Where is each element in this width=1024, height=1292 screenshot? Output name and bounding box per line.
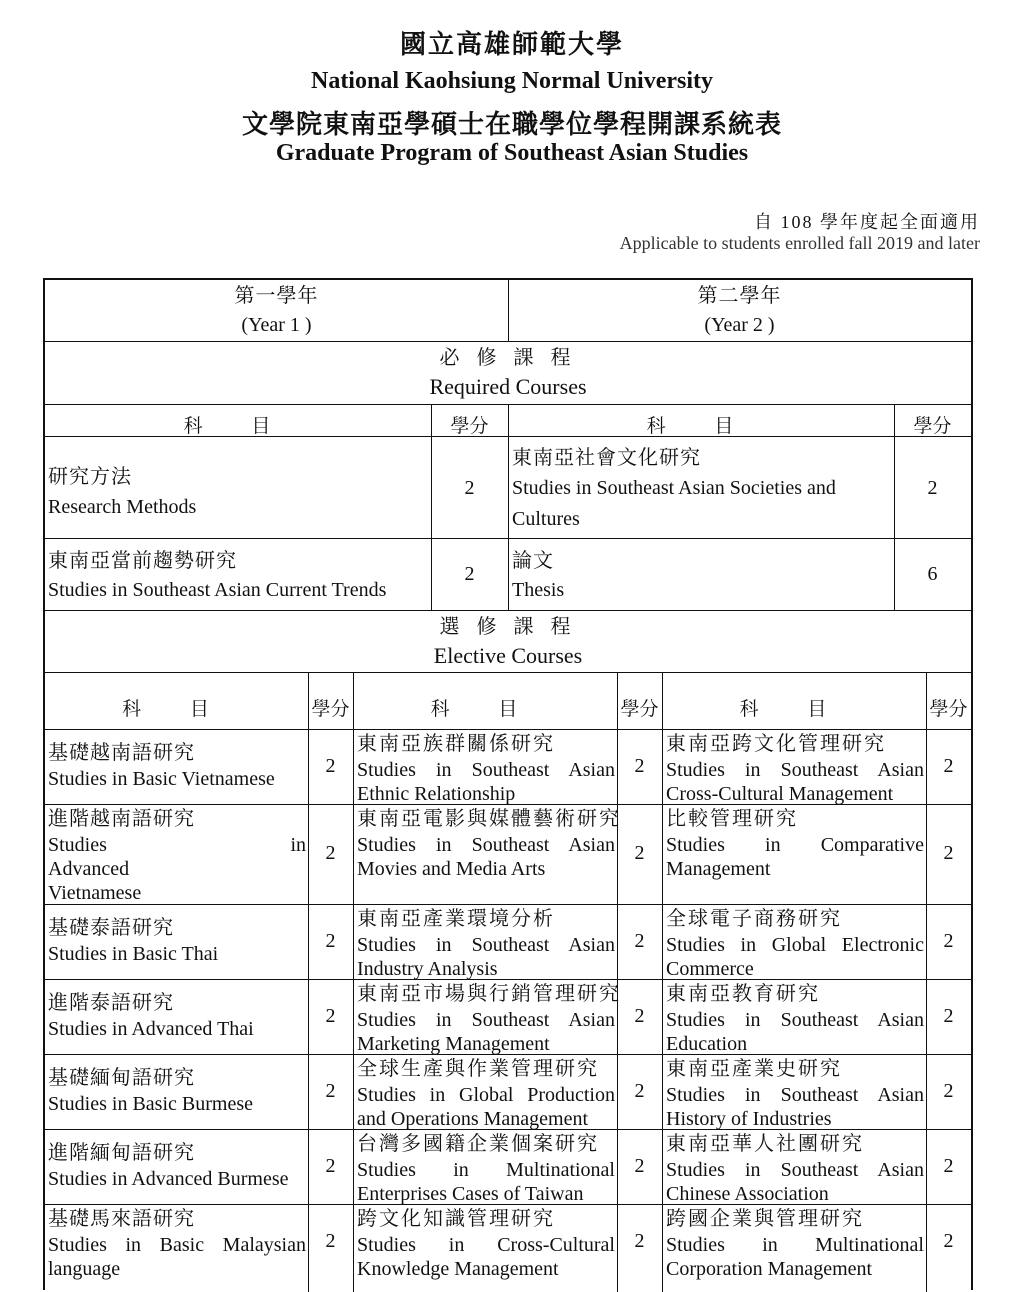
course-credits: 2 — [634, 842, 645, 864]
applicability-note-en: Applicable to students enrolled fall 2019 and later — [619, 233, 980, 253]
course-name-zh: 東南亞電影與媒體藝術研究 — [357, 808, 621, 830]
course-name-en: Marketing Management — [357, 1033, 550, 1055]
elective-course-cell — [357, 982, 621, 1056]
course-name-en: Movies and Media Arts — [357, 858, 546, 880]
course-name-en: Studies in Southeast Asian — [666, 1084, 924, 1106]
course-credits: 2 — [464, 477, 475, 499]
course-name-en: Studies in — [48, 834, 306, 856]
course-name-en: Ethnic Relationship — [357, 783, 516, 805]
elective-course-cell — [666, 982, 924, 1056]
course-name-en: Knowledge Management — [357, 1258, 559, 1280]
course-name-zh: 東南亞族群關係研究 — [357, 733, 555, 755]
course-name-en: Studies in Advanced Burmese — [48, 1168, 289, 1190]
course-name-zh: 全球生產與作業管理研究 — [357, 1058, 599, 1080]
course-name-zh: 東南亞產業環境分析 — [357, 908, 555, 930]
course-name-en: Studies in Southeast Asian — [666, 1009, 924, 1031]
course-name-en: Studies in Global Electronic — [666, 934, 924, 956]
course-name-en: Studies in Southeast Asian — [666, 759, 924, 781]
course-credits: 2 — [634, 754, 645, 777]
elective-course-cell — [48, 1066, 306, 1116]
course-credits: 2 — [943, 842, 954, 864]
course-credits: 2 — [943, 1229, 954, 1252]
course-name-zh: 進階緬甸語研究 — [48, 1142, 195, 1164]
course-name-en: Studies in Multinational — [666, 1234, 924, 1256]
course-name-zh: 東南亞社會文化研究 — [512, 447, 701, 469]
elective-course-cell — [48, 1207, 306, 1281]
course-name-en: Research Methods — [48, 496, 197, 518]
course-name-en: Studies in Southeast Asian Societies and — [512, 477, 836, 499]
course-name-en: Studies in Global Production — [357, 1084, 615, 1106]
course-credits: 2 — [943, 929, 954, 952]
elective-course-cell — [357, 1132, 615, 1206]
course-name-en: Chinese Association — [666, 1183, 829, 1205]
course-name-en: History of Industries — [666, 1108, 832, 1130]
elective-course-cell — [357, 807, 621, 881]
course-name-en: Education — [666, 1033, 748, 1055]
course-name-en: Studies in Basic Burmese — [48, 1093, 253, 1115]
course-credits: 2 — [325, 1079, 336, 1102]
elective-subject-header: 科 目 — [122, 699, 231, 720]
course-credits: 2 — [943, 1079, 954, 1102]
course-name-zh: 基礎越南語研究 — [48, 742, 195, 764]
program-title-en: Graduate Program of Southeast Asian Studies — [275, 140, 749, 166]
elective-courses-heading-zh: 選 修 課 程 — [439, 616, 577, 638]
elective-credit-header: 學分 — [311, 699, 350, 720]
elective-course-cell — [48, 741, 306, 791]
course-name-zh: 東南亞市場與行銷管理研究 — [357, 983, 621, 1005]
course-name-zh: 跨文化知識管理研究 — [357, 1208, 555, 1230]
course-name-en: Studies in Basic Thai — [48, 943, 219, 965]
course-name-zh: 全球電子商務研究 — [666, 908, 842, 930]
course-name-zh: 比較管理研究 — [666, 808, 798, 830]
required-course-research-methods — [48, 465, 428, 519]
course-credits: 2 — [325, 929, 336, 952]
course-name-zh: 東南亞產業史研究 — [666, 1058, 842, 1080]
course-name-en: and Operations Management — [357, 1108, 589, 1130]
course-name-en: Studies in Southeast Asian — [357, 1009, 615, 1031]
course-credits: 2 — [943, 754, 954, 777]
required-courses-heading-zh: 必 修 課 程 — [439, 347, 577, 369]
year-1-label-en: (Year 1 ) — [241, 314, 312, 336]
course-name-en: Studies in Basic Vietnamese — [48, 768, 275, 790]
elective-subject-header: 科 目 — [739, 699, 849, 720]
course-name-en: Cross-Cultural Management — [666, 783, 894, 805]
course-name-en: Studies in Advanced Thai — [48, 1018, 254, 1040]
course-name-zh: 論文 — [512, 550, 554, 572]
course-name-en: Thesis — [512, 579, 565, 601]
course-name-en: Studies in Comparative — [666, 834, 924, 856]
course-name-zh: 基礎泰語研究 — [48, 917, 174, 939]
required-course-current-trends — [48, 549, 428, 602]
course-credits: 2 — [325, 1154, 336, 1177]
course-name-en: Commerce — [666, 958, 754, 980]
course-credits: 2 — [634, 1229, 645, 1252]
elective-course-cell — [666, 907, 924, 981]
university-title-en: National Kaohsiung Normal University — [310, 68, 714, 94]
elective-course-cell — [357, 1207, 615, 1281]
required-subject-header: 科 目 — [183, 416, 293, 437]
course-name-zh: 進階泰語研究 — [48, 992, 174, 1014]
elective-credit-header: 學分 — [620, 699, 659, 720]
course-credits: 2 — [325, 754, 336, 777]
course-credits: 2 — [325, 1004, 336, 1027]
course-name-en: language — [48, 1258, 121, 1280]
course-name-en: Advanced — [48, 858, 130, 880]
course-name-en: Studies in Cross-Cultural — [357, 1234, 615, 1256]
elective-course-cell — [357, 732, 615, 806]
course-name-en: Cultures — [512, 508, 580, 530]
course-name-en: Enterprises Cases of Taiwan — [357, 1183, 584, 1205]
course-name-en: Management — [666, 858, 771, 880]
university-title-zh: 國立高雄師範大學 — [399, 30, 624, 59]
course-name-en: Studies in Southeast Asian — [357, 934, 615, 956]
course-name-zh: 基礎馬來語研究 — [48, 1208, 195, 1230]
year-1-label-zh: 第一學年 — [234, 285, 319, 307]
course-name-zh: 台灣多國籍企業個案研究 — [357, 1133, 599, 1155]
elective-course-cell — [666, 732, 924, 806]
course-credits: 2 — [634, 1079, 645, 1102]
course-name-en: Industry Analysis — [357, 958, 498, 980]
curriculum-table — [43, 278, 973, 1290]
course-name-zh: 東南亞教育研究 — [666, 983, 820, 1005]
course-name-en: Studies in Southeast Asian Current Trends — [48, 579, 387, 601]
course-name-zh: 研究方法 — [48, 466, 132, 488]
elective-course-cell — [48, 1141, 306, 1191]
required-credit-header: 學分 — [450, 416, 489, 437]
required-course-thesis — [512, 549, 892, 602]
course-credits: 2 — [927, 477, 938, 499]
applicability-note-zh: 自 108 學年度起全面適用 — [754, 212, 980, 232]
course-name-en: Studies in Southeast Asian — [357, 759, 615, 781]
elective-subject-header: 科 目 — [430, 699, 540, 720]
elective-course-cell — [666, 807, 924, 881]
required-course-societies-cultures — [512, 446, 892, 531]
course-name-en: Studies in Southeast Asian — [666, 1159, 924, 1181]
course-name-en: Studies in Multinational — [357, 1159, 615, 1181]
year-2-label-zh: 第二學年 — [697, 285, 782, 307]
course-credits: 2 — [325, 1229, 336, 1252]
course-credits: 2 — [325, 842, 336, 864]
course-name-zh: 東南亞華人社團研究 — [666, 1133, 864, 1155]
elective-course-cell — [357, 907, 615, 981]
required-credit-header: 學分 — [913, 416, 952, 437]
course-credits: 2 — [634, 1004, 645, 1027]
elective-course-cell — [48, 807, 306, 905]
required-subject-header: 科 目 — [646, 416, 756, 437]
program-title-zh: 文學院東南亞學碩士在職學位學程開課系統表 — [241, 110, 782, 139]
year-2-label-en: (Year 2 ) — [704, 314, 775, 336]
course-name-zh: 東南亞當前趨勢研究 — [48, 550, 237, 572]
elective-course-cell — [666, 1132, 924, 1206]
course-name-en: Corporation Management — [666, 1258, 873, 1280]
course-credits: 2 — [943, 1154, 954, 1177]
course-name-zh: 基礎緬甸語研究 — [48, 1067, 195, 1089]
course-credits: 2 — [634, 929, 645, 952]
elective-course-cell — [666, 1207, 924, 1281]
course-name-en: Studies in Basic Malaysian — [48, 1234, 306, 1256]
course-name-zh: 東南亞跨文化管理研究 — [666, 733, 886, 755]
elective-courses-heading-en: Elective Courses — [433, 643, 583, 668]
course-credits: 2 — [943, 1004, 954, 1027]
course-credits: 2 — [634, 1154, 645, 1177]
elective-course-cell — [48, 991, 306, 1041]
elective-course-cell — [357, 1057, 615, 1131]
elective-course-cell — [666, 1057, 924, 1131]
course-name-zh: 進階越南語研究 — [48, 808, 195, 830]
course-name-zh: 跨國企業與管理研究 — [666, 1208, 864, 1230]
course-credits: 2 — [464, 563, 475, 585]
course-credits: 6 — [927, 563, 938, 585]
required-courses-heading-en: Required Courses — [429, 374, 587, 399]
elective-credit-header: 學分 — [929, 699, 968, 720]
elective-course-cell — [48, 916, 306, 966]
course-name-en: Vietnamese — [48, 882, 142, 904]
course-name-en: Studies in Southeast Asian — [357, 834, 615, 856]
